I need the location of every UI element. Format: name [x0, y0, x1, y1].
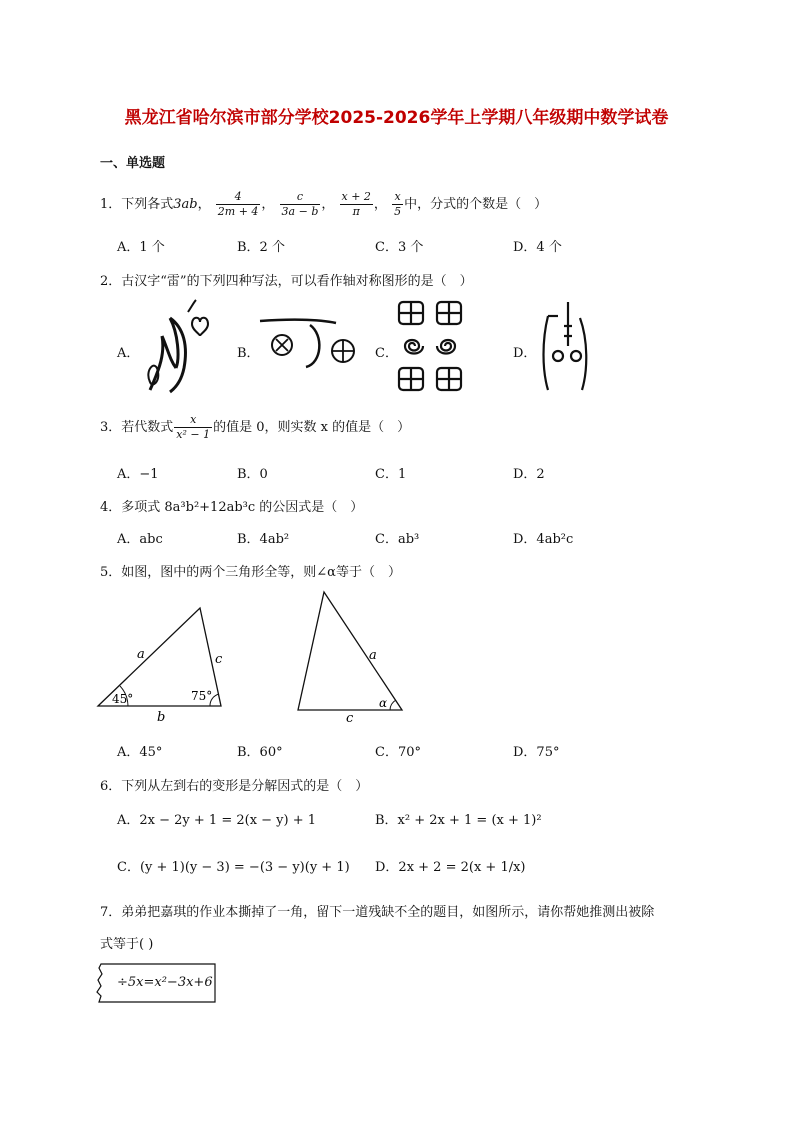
question-2: 2．古汉字“雷”的下列四种写法，可以看作轴对称图形的是（ ） — [100, 274, 473, 289]
torn-paper-expression: ÷5x=x²−3x+6 — [117, 975, 213, 990]
tri1-angle-45: 45° — [112, 692, 134, 706]
triangle-2-angle-arc — [390, 700, 396, 710]
q3-fraction: $\frac{x}{\text{x² − 1}}$ — [176, 413, 211, 441]
q1-prefix: 1．下列各式 — [100, 197, 174, 212]
tri1-label-c: c — [215, 652, 223, 667]
q6-option-c: C．(y + 1)(y − 3) = −(3 − y)(y + 1) — [117, 860, 350, 875]
q1-fraction-2: $\frac{c}{3a - b}$ — [281, 190, 319, 218]
q6-option-b: B．x² + 2x + 1 = (x + 1)² — [375, 813, 542, 828]
q4-option-b: B．4ab² — [237, 532, 290, 547]
question-6: 6．下列从左到右的变形是分解因式的是（ ） — [100, 779, 369, 794]
tri1-label-a: a — [137, 647, 145, 662]
q1-term: 3ab — [173, 197, 198, 212]
q2-label-d: D． — [513, 346, 537, 361]
q4-option-a: A．abc — [117, 532, 163, 547]
section-heading: 一、单选题 — [100, 156, 166, 171]
tri1-angle-75: 75° — [191, 689, 213, 703]
q5-option-a: A．45° — [117, 745, 163, 760]
q1-option-c: C．3 个 — [375, 240, 424, 255]
q5-option-d: D．75° — [513, 745, 560, 760]
q1-option-b: B．2 个 — [237, 240, 285, 255]
q3-option-c: C．1 — [375, 467, 407, 482]
question-1: 1．下列各式3ab， $\frac{4}{2m + 4}$ ， $\frac{c}{3a - b}$ ， $\frac{x + 2}{\pi}$ ， $\frac{x}{5}$ 中，分式的个数是（ ） — [100, 190, 548, 218]
tri2-label-c: c — [346, 711, 354, 726]
question-4: 4．多项式 8a³b²+12ab³c 的公因式是（ ） — [100, 500, 364, 515]
triangle-2 — [298, 592, 402, 710]
question-7-line-2: 式等于( ) — [100, 937, 154, 952]
q6-option-a: A．2x − 2y + 1 = 2(x − y) + 1 — [117, 813, 317, 828]
question-3: 3．若代数式 $\frac{x}{\text{x² − 1}}$ 的值是 0，则实数 x 的值是（ ） — [100, 413, 411, 441]
q3-option-d: D．2 — [513, 467, 545, 482]
q1-suffix: 中，分式的个数是（ ） — [404, 197, 548, 212]
q2-label-a: A． — [117, 346, 140, 361]
q1-option-d: D．4 个 — [513, 240, 562, 255]
q5-option-b: B．60° — [237, 745, 283, 760]
q1-fraction-3: $\frac{x + 2}{\pi}$ — [341, 190, 371, 218]
q3-option-b: B．0 — [237, 467, 268, 482]
question-5: 5．如图，图中的两个三角形全等，则∠α等于（ ） — [100, 565, 401, 580]
q1-fraction-4: $\frac{x}{5}$ — [394, 190, 402, 218]
q5-option-c: C．70° — [375, 745, 421, 760]
q1-option-a: A．1 个 — [117, 240, 165, 255]
question-7-line-1: 7．弟弟把嘉琪的作业本撕掉了一角，留下一道残缺不全的题目，如图所示，请你帮她推测出被除 — [100, 905, 655, 920]
tri1-label-b: b — [157, 710, 166, 725]
q2-label-c: C． — [375, 346, 398, 361]
q1-fraction-1: $\frac{4}{2m + 4}$ — [217, 190, 259, 218]
q3-option-a: A．−1 — [117, 467, 159, 482]
tri2-label-alpha: α — [379, 696, 388, 710]
q6-option-d: D．2x + 2 = 2(x + 1/x) — [375, 860, 526, 875]
q4-option-d: D．4ab²c — [513, 532, 574, 547]
tri2-label-a: a — [369, 648, 377, 663]
q4-option-c: C．ab³ — [375, 532, 420, 547]
page-title: 黑龙江省哈尔滨市部分学校2025-2026学年上学期八年级期中数学试卷 — [124, 108, 669, 128]
q2-label-b: B． — [237, 346, 260, 361]
